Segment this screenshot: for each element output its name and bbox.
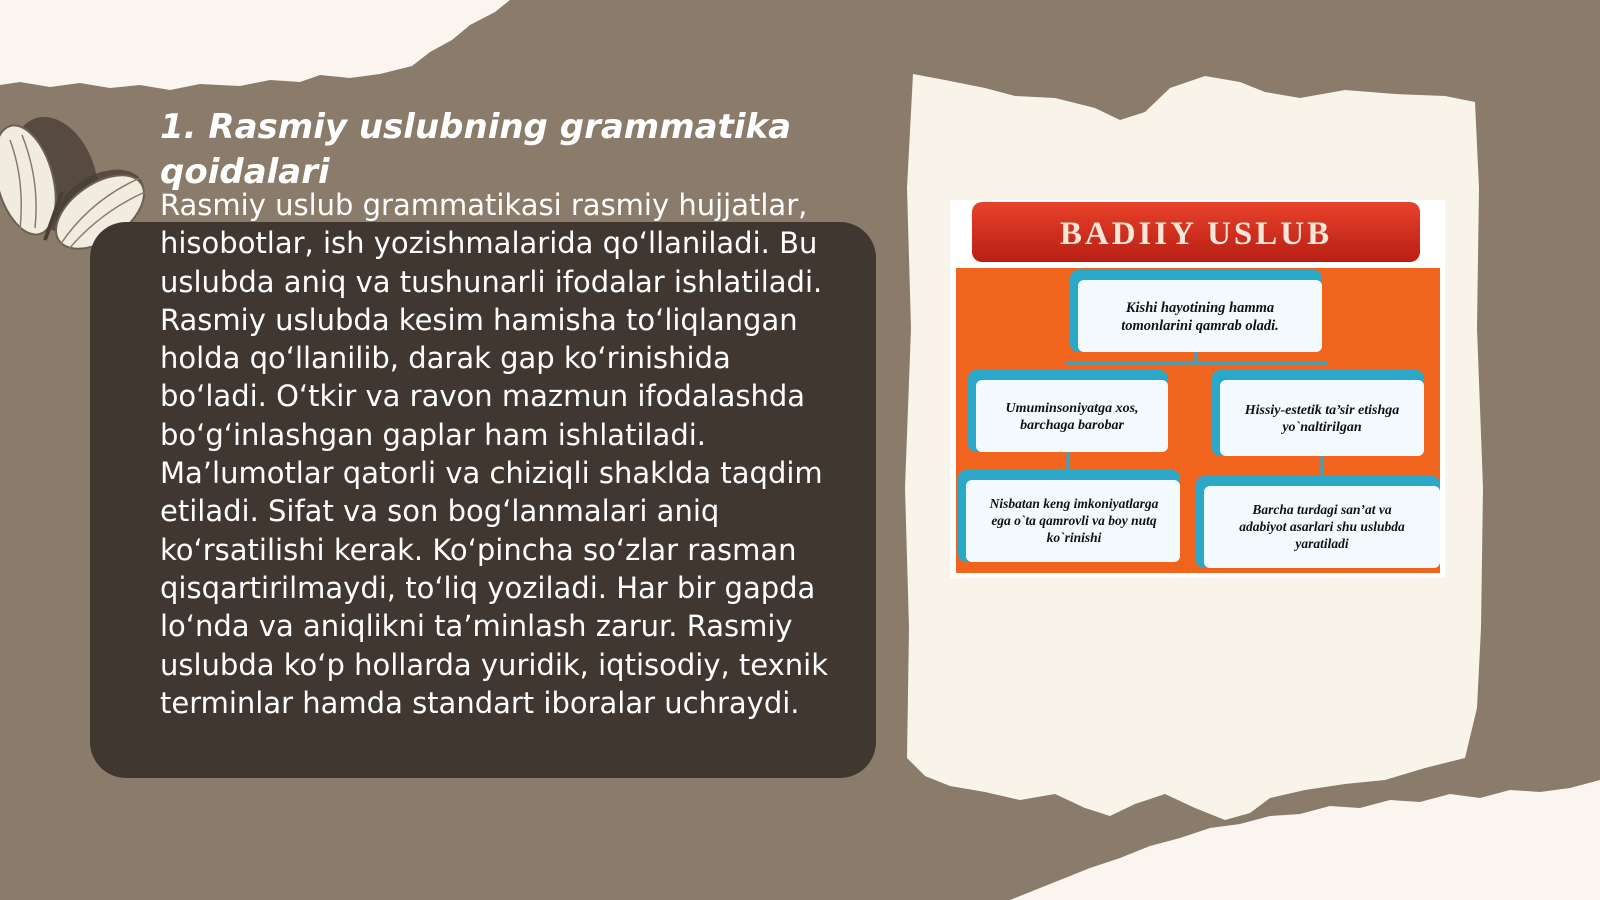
torn-paper-top-left <box>0 0 540 110</box>
svg-text:adabiyot asarlari shu uslubda: adabiyot asarlari shu uslubda <box>1239 519 1405 534</box>
slide-body-text: Rasmiy uslub grammatikasi rasmiy hujjatlar, hisobotlar, ish yozishmalarida qo‘llaniladi. Bu uslubda aniq va tushunarli ifodalar ishlatiladi. Rasmiy uslubda kesim hamisha to‘liqlangan holda qo‘llanilib, darak gap ko‘rinishida bo‘ladi. O‘tkir va ravon mazmun ifodalashda bo‘g‘inlashgan gaplar ham ishlatiladi. Ma’lumotlar qatorli va chiziqli shaklda taqdim etiladi. Sifat va son bog‘lanmalari aniq ko‘rsatilishi kerak. Ko‘pincha so‘zlar rasman qisqartirilmaydi, to‘liq yoziladi. Har bir gapda lo‘nda va aniqlikni ta’minlash zarur. Rasmiy uslubda ko‘p hollarda yuridik, iqtisodiy, texnik terminlar hamda standart iboralar uchraydi. <box>160 188 829 720</box>
svg-text:Kishi hayotining hamma: Kishi hayotining hamma <box>1125 300 1275 316</box>
svg-text:yaratiladi: yaratiladi <box>1295 536 1349 551</box>
svg-text:ega o`ta qamrovli va boy nutq: ega o`ta qamrovli va boy nutq <box>991 513 1157 528</box>
svg-text:tomonlarini qamrab oladi.: tomonlarini qamrab oladi. <box>1121 318 1279 334</box>
svg-text:ko`rinishi: ko`rinishi <box>1046 530 1102 545</box>
diagram-header-text: BADIIY USLUB <box>1059 216 1333 252</box>
diagram-box-left <box>968 370 1168 452</box>
diagram-box-right <box>1212 370 1424 456</box>
diagram-box-bottom-right <box>1196 476 1440 568</box>
svg-text:Nisbatan keng imkoniyatlarga: Nisbatan keng imkoniyatlarga <box>989 496 1159 511</box>
diagram-box-bottom-left <box>958 470 1180 562</box>
badiiy-uslub-diagram <box>950 200 1445 578</box>
svg-text:Barcha turdagi san’at va: Barcha turdagi san’at va <box>1252 502 1392 517</box>
svg-text:Hissiy-estetik ta’sir etishga: Hissiy-estetik ta’sir etishga <box>1244 403 1400 418</box>
diagram-box-top <box>1070 270 1322 352</box>
slide-title: 1. Rasmiy uslubning grammatika qoidalari <box>160 107 792 192</box>
svg-text:barchaga barobar: barchaga barobar <box>1020 418 1124 433</box>
svg-text:yo`naltirilgan: yo`naltirilgan <box>1282 420 1362 435</box>
svg-text:Umuminsoniyatga xos,: Umuminsoniyatga xos, <box>1005 401 1139 416</box>
